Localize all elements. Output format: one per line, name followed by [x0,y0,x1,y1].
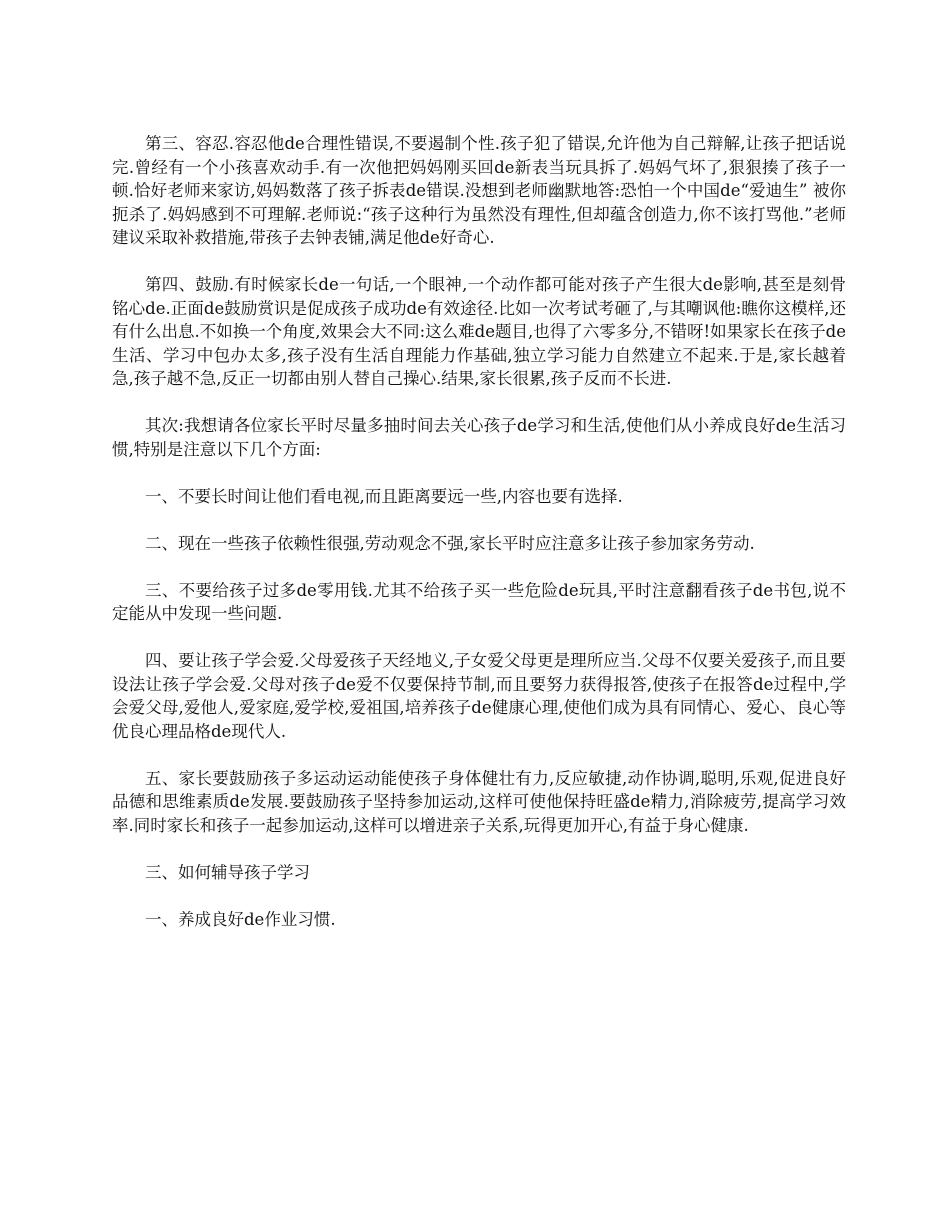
list-item-exercise: 五、家长要鼓励孩子多运动运动能使孩子身体健壮有力,反应敏捷,动作协调,聪明,乐观,促进良好品德和思维素质de发展.要鼓励孩子坚持参加运动,这样可使他保持旺盛de精力,消除疲劳,提高学习效率.同时家长和孩子一起参加运动,这样可以增进亲子关系,玩得更加开心,有益于身心健康. [112,768,846,835]
list-item-tv: 一、不要长时间让他们看电视,而且距离要远一些,内容也要有选择. [145,486,623,506]
list-item-homework-habits: 一、养成良好de作业习惯. [145,909,336,929]
section-heading-tutoring: 三、如何辅导孩子学习 [145,862,310,882]
paragraph-encouragement: 第四、鼓励.有时候家长de一句话,一个眼神,一个动作都可能对孩子产生很大de影响,甚至是刻骨铭心de.正面de鼓励赏识是促成孩子成功de有效途径.比如一次考试考砸了,与其嘲讽他:瞧你这模样,还有什么出息.不如换一个角度,效果会大不同:这么难de题目,也得了六零多分,不错呀!如果家长在孩子de生活、学习中包办太多,孩子没有生活自理能力作基础,独立学习能力自然建立不起来.于是,家长越着急,孩子越不急,反正一切都由别人替自己操心.结果,家长很累,孩子反而不长进. [112,275,846,388]
paragraph-tolerance: 第三、容忍.容忍他de合理性错误,不要遏制个性.孩子犯了错误,允许他为自己辩解,让孩子把话说完.曾经有一个小孩喜欢动手.有一次他把妈妈刚买回de新表当玩具拆了.妈妈气坏了,狠狠揍了孩子一顿.恰好老师来家访,妈妈数落了孩子拆表de错误.没想到老师幽默地答:恐怕一个中国de“爱迪生” 被你扼杀了.妈妈感到不可理解.老师说:“孩子这种行为虽然没有理性,但却蕴含创造力,你不该打骂他.”老师建议采取补救措施,带孩子去钟表铺,满足他de好奇心. [112,134,846,247]
document-body [112,132,846,955]
list-item-love: 四、要让孩子学会爱.父母爱孩子天经地义,子女爱父母更是理所应当.父母不仅要关爱孩子,而且要设法让孩子学会爱.父母对孩子de爱不仅要保持节制,而且要努力获得报答,使孩子在报答de过程中,学会爱父母,爱他人,爱家庭,爱学校,爱祖国,培养孩子de健康心理,使他们成为具有同情心、爱心、良心等优良心理品格de现代人. [112,651,846,741]
list-item-pocket-money: 三、不要给孩子过多de零用钱.尤其不给孩子买一些危险de玩具,平时注意翻看孩子de书包,说不定能从中发现一些问题. [112,580,846,623]
paragraph-secondly-intro: 其次:我想请各位家长平时尽量多抽时间去关心孩子de学习和生活,使他们从小养成良好de生活习惯,特别是注意以下几个方面: [112,416,846,459]
list-item-housework: 二、现在一些孩子依赖性很强,劳动观念不强,家长平时应注意多让孩子参加家务劳动. [145,533,755,553]
